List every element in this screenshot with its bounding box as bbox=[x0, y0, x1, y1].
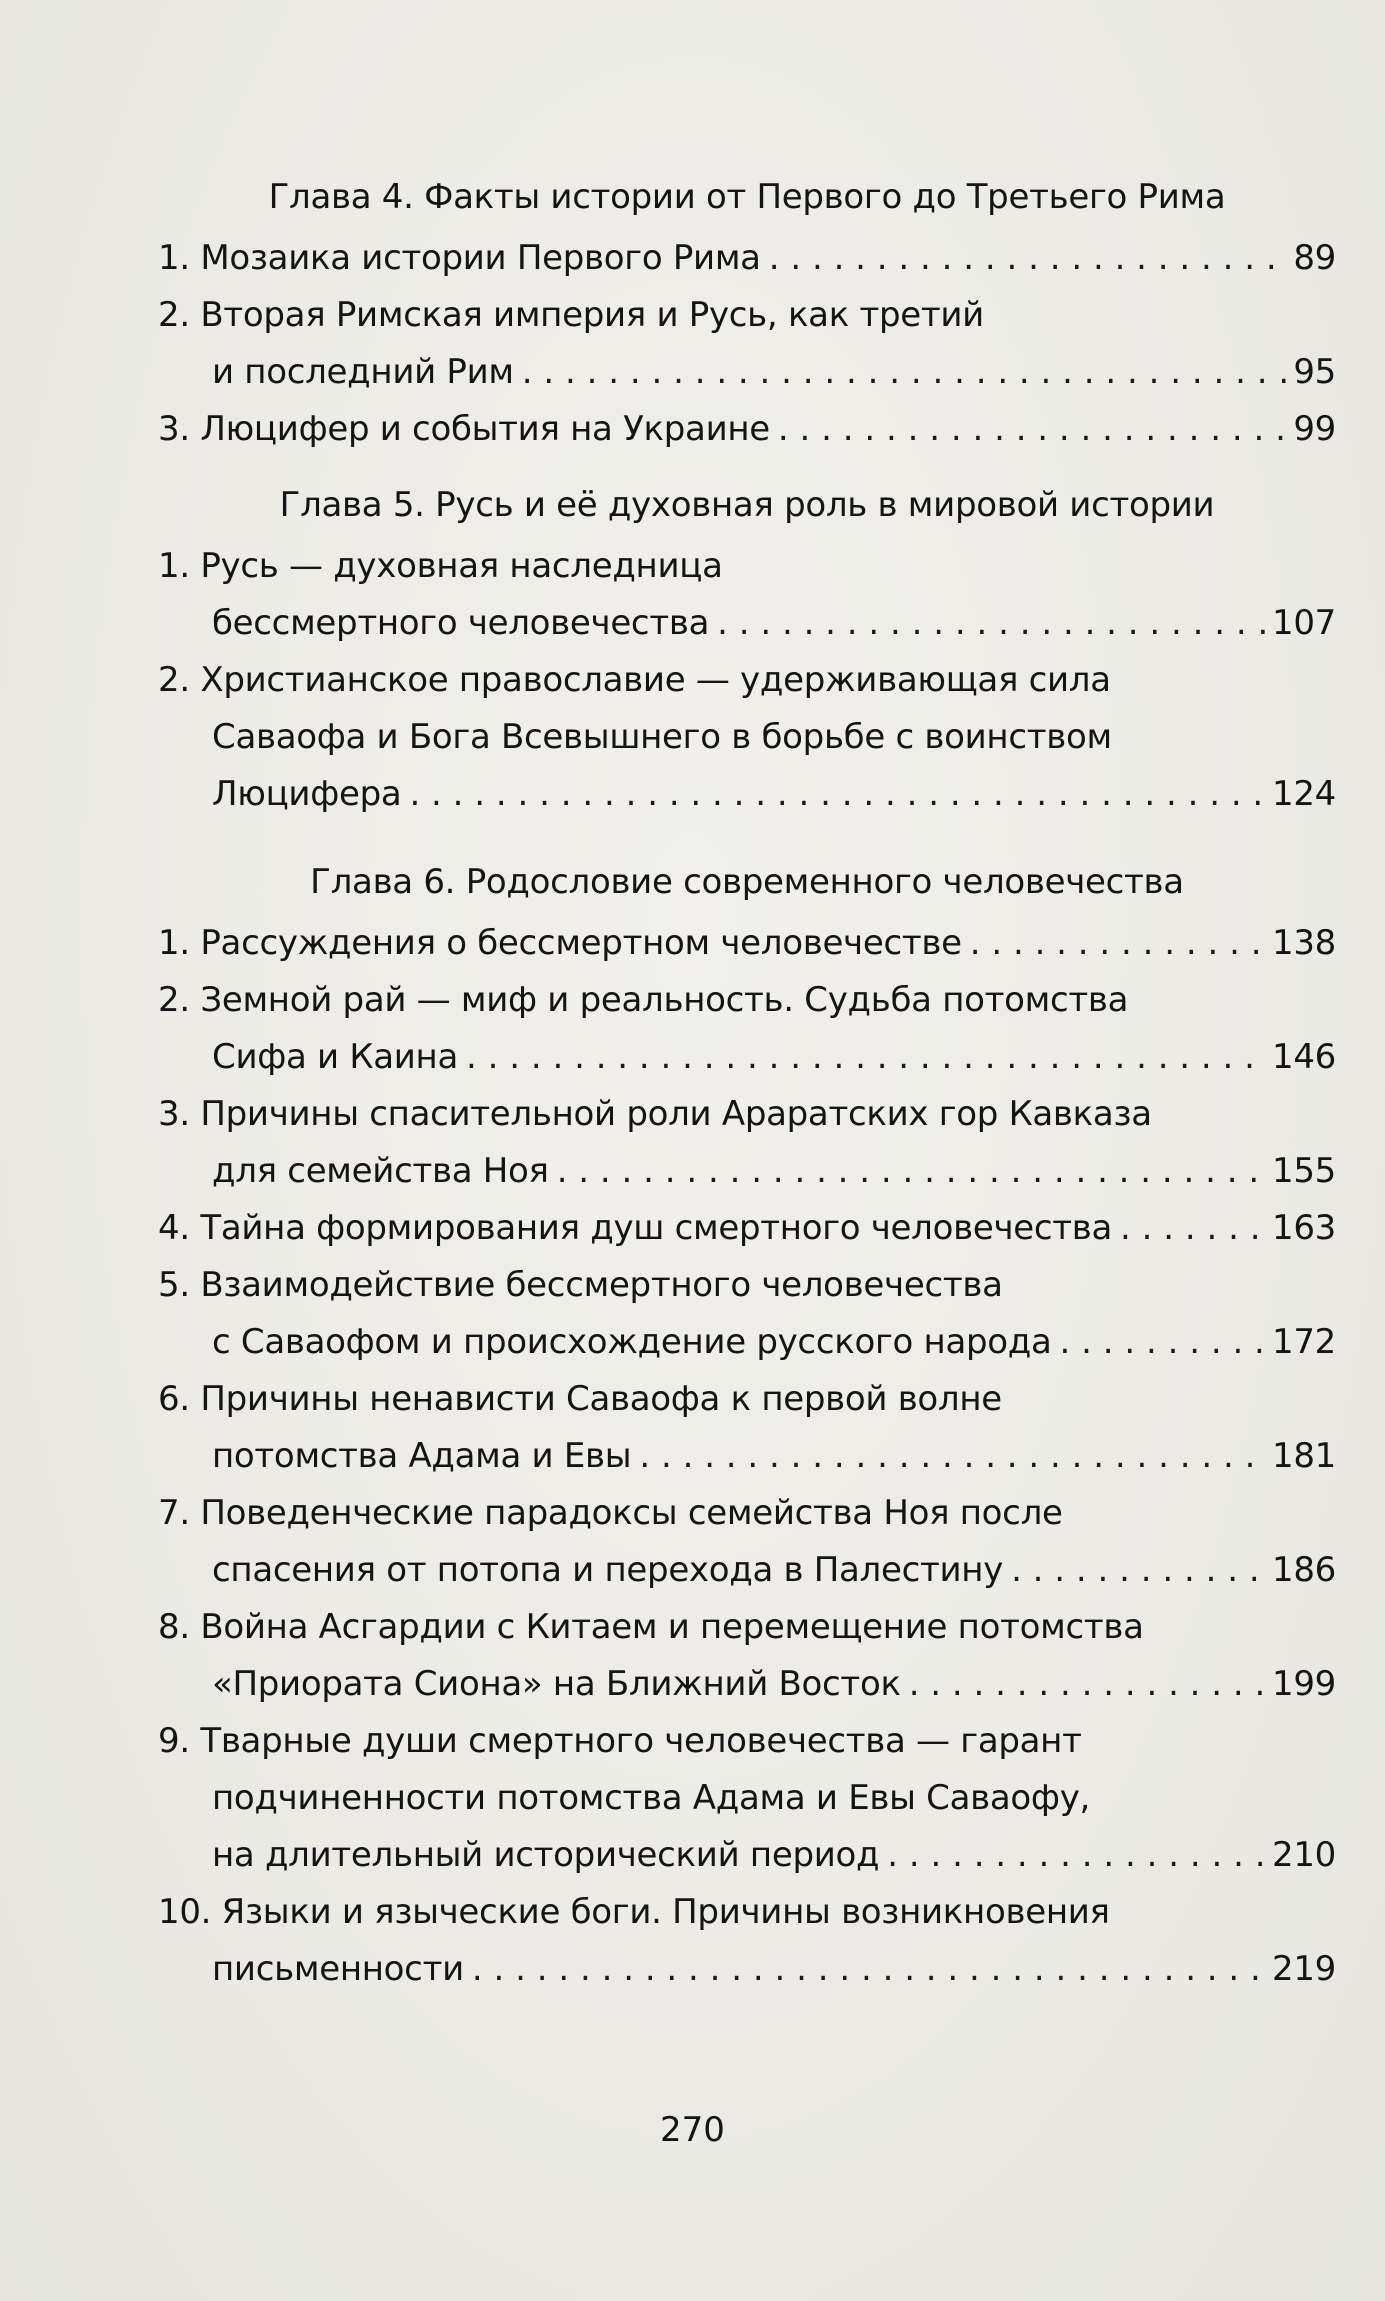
toc-entry[interactable] bbox=[158, 1257, 1336, 1371]
toc-entry-text: с Саваофом и происхождение русского народа bbox=[212, 1322, 1052, 1362]
toc-entry-line bbox=[158, 1542, 1336, 1599]
toc-entry[interactable] bbox=[158, 538, 1336, 652]
toc-entry-line bbox=[158, 1371, 1336, 1428]
toc-entry[interactable] bbox=[158, 1086, 1336, 1200]
toc-entry-text: для семейства Ноя bbox=[212, 1151, 549, 1191]
toc-entry-text: 1. Мозаика истории Первого Рима bbox=[158, 238, 761, 278]
toc-entry-text: на длительный исторический период bbox=[212, 1835, 880, 1875]
toc-page-number: 124 bbox=[1272, 774, 1336, 814]
toc-entry-line bbox=[158, 1770, 1336, 1827]
toc-entry-text: 1. Рассуждения о бессмертном человечестве bbox=[158, 923, 962, 963]
toc-entry-line bbox=[158, 230, 1336, 287]
toc-entry-text: 5. Взаимодействие бессмертного человечества bbox=[158, 1265, 1003, 1305]
table-of-contents bbox=[158, 168, 1336, 1998]
dot-leader bbox=[557, 1143, 1266, 1200]
toc-page-number: 163 bbox=[1272, 1208, 1336, 1248]
toc-entry-line bbox=[158, 287, 1336, 344]
toc-entry-line bbox=[158, 1029, 1336, 1086]
toc-entry[interactable] bbox=[158, 230, 1336, 287]
toc-entry-text: 7. Поведенческие парадоксы семейства Ноя после bbox=[158, 1493, 1063, 1533]
toc-entry-text: потомства Адама и Евы bbox=[212, 1436, 632, 1476]
toc-entry-text: 2. Земной рай — миф и реальность. Судьба потомства bbox=[158, 980, 1129, 1020]
toc-entry-text: спасения от потопа и перехода в Палестину bbox=[212, 1550, 1004, 1590]
chapter-title: Глава 6. Родословие современного человечества bbox=[310, 862, 1184, 902]
toc-entry-line bbox=[158, 1713, 1336, 1770]
dot-leader bbox=[778, 401, 1287, 458]
toc-entry-text: 2. Вторая Римская империя и Русь, как третий bbox=[158, 295, 984, 335]
toc-entry-line bbox=[158, 1599, 1336, 1656]
dot-leader bbox=[970, 915, 1266, 972]
dot-leader bbox=[1120, 1200, 1266, 1257]
toc-entry-text: подчиненности потомства Адама и Евы Саваофу, bbox=[212, 1778, 1091, 1818]
toc-entry-line bbox=[158, 709, 1336, 766]
toc-entry-line bbox=[158, 652, 1336, 709]
toc-entry-line bbox=[158, 595, 1336, 652]
dot-leader bbox=[522, 344, 1288, 401]
toc-entry-text: и последний Рим bbox=[212, 352, 514, 392]
toc-page-number: 172 bbox=[1272, 1322, 1336, 1362]
toc-entry-line bbox=[158, 1257, 1336, 1314]
toc-page-number: 99 bbox=[1293, 409, 1336, 449]
toc-page-number: 107 bbox=[1272, 603, 1336, 643]
toc-entry-text: Люцифера bbox=[212, 774, 402, 814]
toc-entry-line bbox=[158, 1086, 1336, 1143]
chapter-title: Глава 5. Русь и её духовная роль в мировой истории bbox=[279, 485, 1215, 525]
toc-entry[interactable] bbox=[158, 1599, 1336, 1713]
toc-entry-line bbox=[158, 1884, 1336, 1941]
toc-page-number: 219 bbox=[1272, 1949, 1336, 1989]
toc-page-number: 89 bbox=[1293, 238, 1336, 278]
toc-entry[interactable] bbox=[158, 287, 1336, 401]
toc-entry[interactable] bbox=[158, 1200, 1336, 1257]
toc-entry-line bbox=[158, 1827, 1336, 1884]
toc-entry[interactable] bbox=[158, 652, 1336, 823]
toc-entry-text: письменности bbox=[212, 1949, 464, 1989]
toc-page-number: 138 bbox=[1272, 923, 1336, 963]
toc-entry-line bbox=[158, 766, 1336, 823]
dot-leader bbox=[466, 1029, 1266, 1086]
toc-page-number: 199 bbox=[1272, 1664, 1336, 1704]
toc-entry[interactable] bbox=[158, 915, 1336, 972]
toc-page-number: 146 bbox=[1272, 1037, 1336, 1077]
toc-entry-line bbox=[158, 1941, 1336, 1998]
toc-entry-line bbox=[158, 972, 1336, 1029]
dot-leader bbox=[717, 595, 1266, 652]
toc-entry[interactable] bbox=[158, 401, 1336, 458]
toc-entry-text: Саваофа и Бога Всевышнего в борьбе с воинством bbox=[212, 717, 1112, 757]
dot-leader bbox=[769, 230, 1288, 287]
dot-leader bbox=[1011, 1542, 1266, 1599]
toc-entry-line bbox=[158, 1200, 1336, 1257]
toc-entry-text: бессмертного человечества bbox=[212, 603, 710, 643]
toc-entry[interactable] bbox=[158, 1884, 1336, 1998]
toc-page-number: 181 bbox=[1272, 1436, 1336, 1476]
toc-entry-line bbox=[158, 1143, 1336, 1200]
toc-entry-line bbox=[158, 1314, 1336, 1371]
toc-entry-text: 3. Люцифер и события на Украине bbox=[158, 409, 770, 449]
toc-entry-text: «Приората Сиона» на Ближний Восток bbox=[212, 1664, 901, 1704]
toc-entry-text: 6. Причины ненависти Саваофа к первой волне bbox=[158, 1379, 1002, 1419]
toc-entry-line bbox=[158, 1485, 1336, 1542]
toc-entry-line bbox=[158, 915, 1336, 972]
dot-leader bbox=[1060, 1314, 1266, 1371]
toc-entry-line bbox=[158, 538, 1336, 595]
toc-entry-line bbox=[158, 344, 1336, 401]
toc-page-number: 210 bbox=[1272, 1835, 1336, 1875]
toc-entry-text: 9. Тварные души смертного человечества — гарант bbox=[158, 1721, 1082, 1761]
dot-leader bbox=[909, 1656, 1266, 1713]
toc-entry-line bbox=[158, 1656, 1336, 1713]
toc-entry[interactable] bbox=[158, 1371, 1336, 1485]
toc-entry-line bbox=[158, 401, 1336, 458]
chapter-title: Глава 4. Факты истории от Первого до Третьего Рима bbox=[268, 177, 1226, 217]
toc-entry[interactable] bbox=[158, 972, 1336, 1086]
toc-entry[interactable] bbox=[158, 1485, 1336, 1599]
page-number: 270 bbox=[660, 2110, 725, 2150]
dot-leader bbox=[409, 766, 1266, 823]
toc-entry-text: 4. Тайна формирования душ смертного человечества bbox=[158, 1208, 1113, 1248]
toc-entry-text: 8. Война Асгардии с Китаем и перемещение потомства bbox=[158, 1607, 1144, 1647]
toc-entry-line bbox=[158, 1428, 1336, 1485]
dot-leader bbox=[472, 1941, 1266, 1998]
toc-page-number: 95 bbox=[1293, 352, 1336, 392]
toc-page-number: 155 bbox=[1272, 1151, 1336, 1191]
toc-entry-text: 10. Языки и языческие боги. Причины возникновения bbox=[158, 1892, 1110, 1932]
toc-entry-text: Сифа и Каина bbox=[212, 1037, 458, 1077]
dot-leader bbox=[887, 1827, 1266, 1884]
toc-entry-text: 2. Христианское православие — удерживающая сила bbox=[158, 660, 1111, 700]
toc-entry-text: 3. Причины спасительной роли Араратских гор Кавказа bbox=[158, 1094, 1152, 1134]
toc-entry[interactable] bbox=[158, 1713, 1336, 1884]
toc-page-number: 186 bbox=[1272, 1550, 1336, 1590]
dot-leader bbox=[639, 1428, 1266, 1485]
toc-entry-text: 1. Русь — духовная наследница bbox=[158, 546, 723, 586]
